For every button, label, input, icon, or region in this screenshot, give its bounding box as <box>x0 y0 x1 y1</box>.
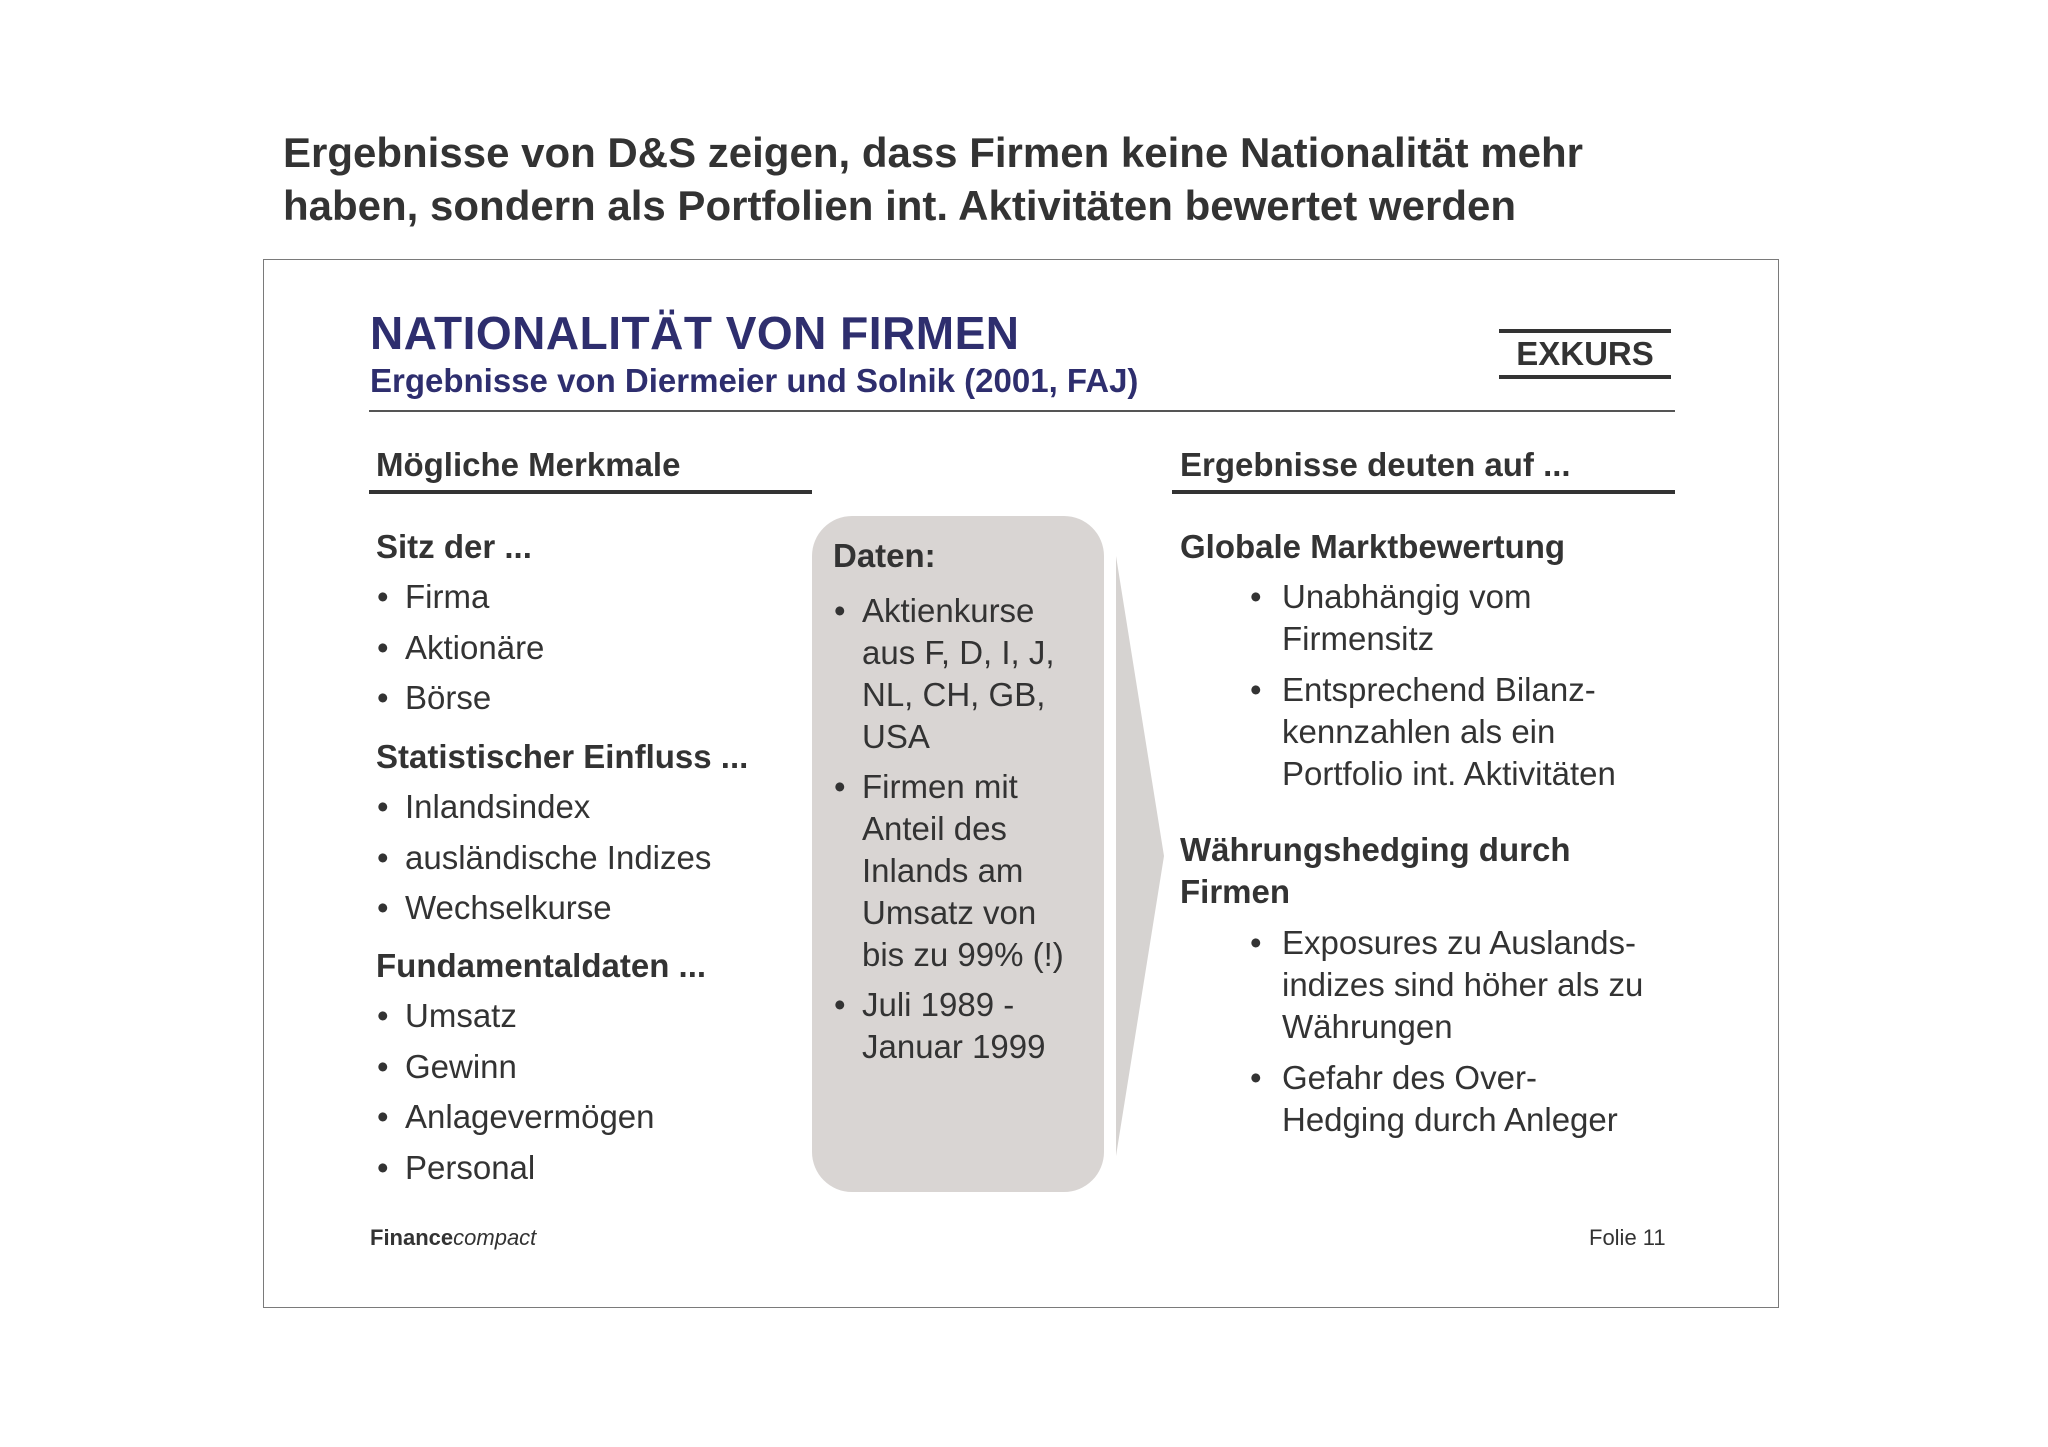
chevron-arrow-icon <box>1112 556 1164 1156</box>
slide-title: NATIONALITÄT VON FIRMEN <box>370 307 1020 359</box>
group-title-statistik: Statistischer Einfluss ... <box>376 738 749 775</box>
headline-line-2: haben, sondern als Portfolien int. Aktivitäten bewertet werden <box>283 182 1516 229</box>
result-title-hedging: Währungshedging durch Firmen <box>1180 831 1571 910</box>
result-item: • Entsprechend Bilanz- kennzahlen als ein Portfolio int. Aktivitäten <box>1250 671 1616 792</box>
result-item: • Exposures zu Auslands- indizes sind höher als zu Währungen <box>1250 924 1644 1045</box>
slide-subtitle: Ergebnisse von Diermeier und Solnik (2001, FAJ) <box>370 362 1139 399</box>
left-column-rule <box>369 490 812 494</box>
right-column-rule <box>1172 490 1675 494</box>
title-divider <box>369 410 1675 412</box>
list-item: • Umsatz <box>377 997 517 1034</box>
right-column-heading: Ergebnisse deuten auf ... <box>1180 446 1571 483</box>
list-item: • Börse <box>377 679 492 716</box>
slide-number: Folie 11 <box>1589 1225 1666 1250</box>
result-item: • Unabhängig vom Firmensitz <box>1250 578 1532 657</box>
data-item: • Juli 1989 - Januar 1999 <box>834 986 1046 1065</box>
list-item: • Personal <box>377 1149 536 1186</box>
left-column-heading: Mögliche Merkmale <box>376 446 681 483</box>
group-title-sitz: Sitz der ... <box>376 528 532 565</box>
list-item: • Wechselkurse <box>377 889 612 926</box>
data-item: • Firmen mit Anteil des Inlands am Umsatz von bis zu 99% (!) <box>834 768 1064 973</box>
headline <box>283 126 1783 232</box>
group-title-fundamental: Fundamentaldaten ... <box>376 947 707 984</box>
headline-line-1: Ergebnisse von D&S zeigen, dass Firmen keine Nationalität mehr <box>283 129 1584 176</box>
list-item: • Inlandsindex <box>377 788 591 825</box>
list-item: • ausländische Indizes <box>377 839 712 876</box>
result-title-global: Globale Marktbewertung <box>1180 528 1566 565</box>
data-box-heading: Daten: <box>833 537 936 574</box>
data-item: • Aktienkurse aus F, D, I, J, NL, CH, GB, USA <box>834 592 1055 755</box>
footer-brand-logo: Financecompact <box>370 1225 537 1250</box>
list-item: • Firma <box>377 578 490 615</box>
result-item: • Gefahr des Over- Hedging durch Anleger <box>1250 1059 1618 1138</box>
list-item: • Gewinn <box>377 1048 517 1085</box>
exkurs-badge: EXKURS <box>1499 329 1671 379</box>
list-item: • Anlagevermögen <box>377 1098 655 1135</box>
list-item: • Aktionäre <box>377 629 545 666</box>
